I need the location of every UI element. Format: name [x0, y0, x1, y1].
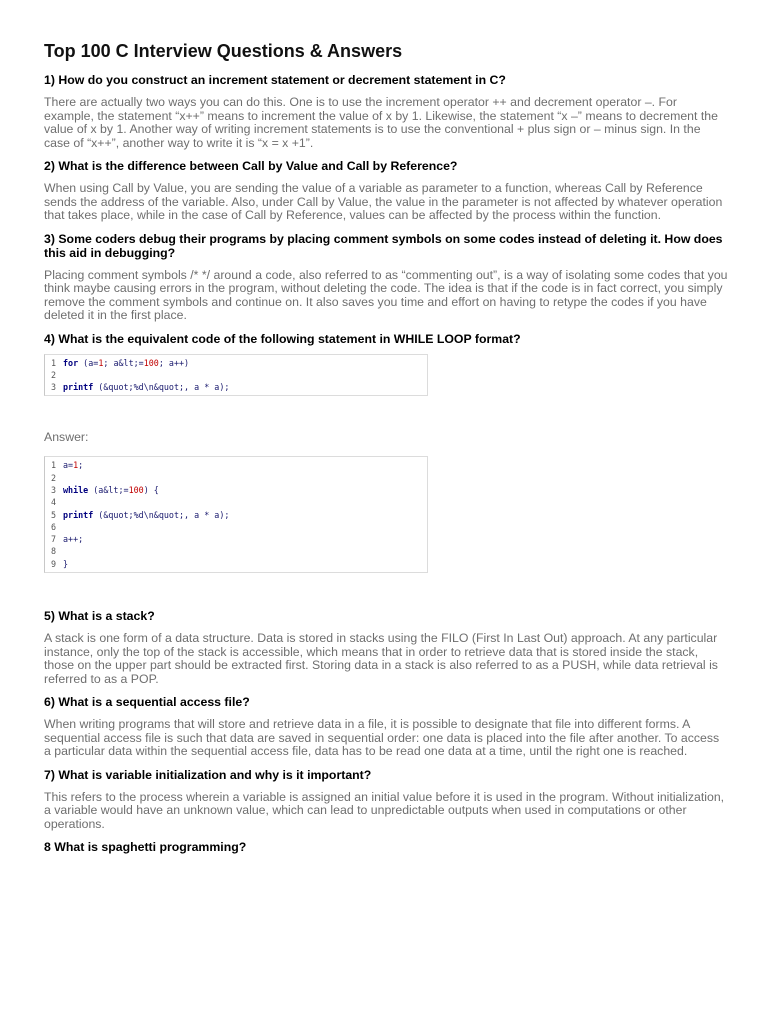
answer-3: Placing comment symbols /* */ around a code, also referred to as “commenting out”, is a way of isolating some codes that you think maybe causing errors in the program, without deleting the code. The idea is that if the code is in fact correct, you simply remove the comment symbols and continue on. It also saves you time and effort on having to retype the codes if you have deleted it in the first place. [44, 267, 728, 322]
code-token: 100 [143, 357, 159, 368]
answer-6: When writing programs that will store and retrieve data in a file, it is possible to designate that file into different forms. A sequential access file is such that data are saved in sequential order: one data is placed into the file after another. To access a particular data within the sequential access file, data has to be read one data at a time, until the right one is reached. [44, 717, 720, 759]
code-token: 1 [73, 460, 79, 471]
code-token: a= [63, 460, 74, 471]
code-text [63, 357, 189, 369]
code-text [63, 381, 229, 393]
code-token: ; a&lt;= [103, 357, 144, 368]
code-line [45, 369, 427, 381]
question-1: 1) How do you construct an increment statement or decrement statement in C? [44, 73, 506, 87]
code-text [63, 459, 83, 471]
code-line [45, 484, 427, 496]
code-text [63, 484, 159, 496]
line-number: 3 [50, 484, 56, 495]
code-token: printf [63, 382, 94, 393]
answer-7: This refers to the process wherein a variable is assigned an initial value before it is used in the program. Without initialization, a variable would have an unknown value, which can lead to unpredictable outputs when used in computations or other operations. [44, 789, 725, 831]
code-token: for [63, 357, 79, 368]
line-number: 7 [50, 534, 56, 545]
code-line [45, 472, 427, 484]
code-line [45, 357, 427, 369]
question-8: 8 What is spaghetti programming? [44, 840, 247, 855]
code-line [45, 521, 427, 533]
code-token: } [63, 558, 69, 569]
answer-5: A stack is one form of a data structure. Data is stored in stacks using the FILO (First In Last Out) approach. At any particular instance, only the top of the stack is accessible, which means that in order to retrieve data that is stored inside the stack, those on the upper part should be extracted first. Storing data in a stack is also referred to as a PUSH, while data retrieval is referred to as a POP. [44, 631, 718, 686]
code-line [45, 545, 427, 557]
question-3: 3) Some coders debug their programs by placing comment symbols on some codes instead of deleting it. How does this aid in debugging? [44, 231, 723, 260]
code-text [63, 558, 68, 570]
code-token: while [63, 484, 89, 495]
line-number: 8 [50, 546, 56, 557]
code-block-while-loop [44, 456, 428, 573]
line-number: 4 [50, 497, 56, 508]
document-page [44, 40, 728, 863]
code-line [45, 459, 427, 471]
code-text [63, 533, 83, 545]
code-token: printf [63, 509, 94, 520]
question-7: 7) What is variable initialization and why is it important? [44, 767, 372, 782]
code-token: ) { [143, 484, 159, 495]
line-number: 2 [50, 369, 56, 380]
question-2: 2) What is the difference between Call by Value and Call by Reference? [44, 159, 458, 173]
answer-1: There are actually two ways you can do this. One is to use the increment operator ++ and decrement operator –. For example, the statement “x++” means to increment the value of x by 1. Likewise, the statement “x –” means to decrement the value of x by 1. Another way of writing increment statements is to use the conventional + plus sign or – minus sign. In the case of “x++”, another way to write it is “x = x +1”. [44, 95, 718, 150]
code-token: 100 [128, 484, 144, 495]
code-line [45, 509, 427, 521]
answer-label: Answer: [44, 430, 89, 445]
code-text [63, 509, 229, 521]
code-line [45, 558, 427, 570]
line-number: 6 [50, 521, 56, 532]
page-title: Top 100 C Interview Questions & Answers [44, 41, 403, 61]
line-number: 5 [50, 509, 56, 520]
code-block-for-loop [44, 354, 428, 397]
code-token: (a&lt;= [88, 484, 129, 495]
line-number: 1 [50, 460, 56, 471]
code-token: a++; [63, 534, 84, 545]
code-token: 1 [98, 357, 104, 368]
code-line [45, 533, 427, 545]
line-number: 3 [50, 382, 56, 393]
code-token: ; a++) [158, 357, 190, 368]
line-number: 2 [50, 472, 56, 483]
line-number: 1 [50, 357, 56, 368]
question-4: 4) What is the equivalent code of the following statement in WHILE LOOP format? [44, 331, 521, 346]
code-token: (&quot;%d\n&quot;, a * a); [93, 509, 230, 520]
question-5: 5) What is a stack? [44, 609, 155, 624]
code-line [45, 381, 427, 393]
code-token: (&quot;%d\n&quot;, a * a); [93, 382, 230, 393]
line-number: 9 [50, 558, 56, 569]
code-token: ; [78, 460, 84, 471]
answer-2: When using Call by Value, you are sending the value of a variable as parameter to a function, whereas Call by Reference sends the address of the variable. Also, under Call by Value, the value in the parameter is not affected by whatever operation that takes place, while in the case of Call by Reference, values can be affected by the process within the function. [44, 181, 723, 222]
question-6: 6) What is a sequential access file? [44, 695, 250, 710]
code-token: (a= [78, 357, 99, 368]
code-line [45, 496, 427, 508]
